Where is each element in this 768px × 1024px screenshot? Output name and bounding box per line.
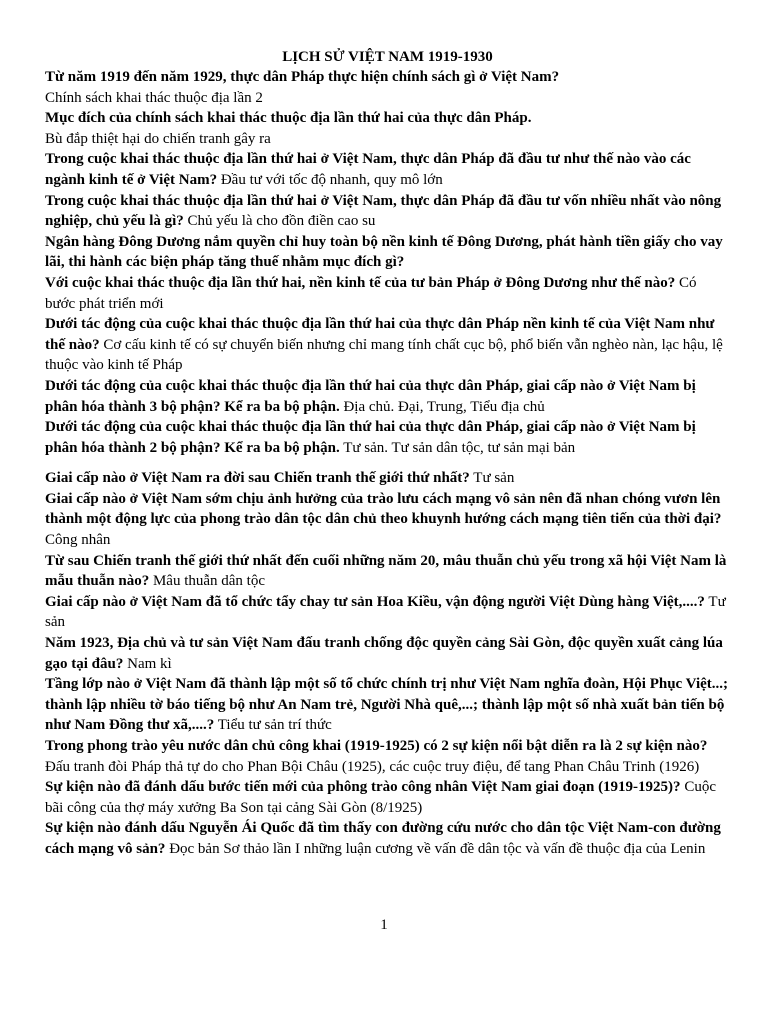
- question-text: Mục đích của chính sách khai thác thuộc địa lần thứ hai của thực dân Pháp.: [45, 110, 532, 127]
- answer-text: Tiểu tư sản trí thức: [217, 717, 332, 734]
- qa-item: [45, 232, 730, 273]
- question-text: Giai cấp nào ở Việt Nam ra đời sau Chiến tranh thế giới thứ nhất?: [45, 470, 470, 487]
- qa-item: [45, 777, 730, 818]
- question-text: Dưới tác động của cuộc khai thác thuộc địa lần thứ hai của thực dân Pháp, giai cấp nào ở Việt Nam bị phân hóa thành 3 bộ phận? Kể ra ba bộ phận.: [45, 377, 696, 415]
- answer-text: Tư sản: [473, 470, 515, 487]
- qa-item: [45, 417, 730, 458]
- qa-item: [45, 674, 730, 736]
- question-text: Sự kiện nào đánh dấu Nguyễn Ái Quốc đã tìm thấy con đường cứu nước cho dân tộc Việt Nam-con đường cách mạng vô sản?: [45, 820, 721, 857]
- question-text: Với cuộc khai thác thuộc địa lần thứ hai, nền kinh tế của tư bản Pháp ở Đông Dương như thế nào?: [45, 274, 676, 291]
- answer-text: Tư sản. Tư sản dân tộc, tư sản mại bản: [343, 439, 576, 456]
- question-text: Trong cuộc khai thác thuộc địa lần thứ hai ở Việt Nam, thực dân Pháp đã đầu tư vốn nhiều nhất vào nông nghiệp, chủ yếu là gì?: [45, 192, 722, 230]
- answer-text: Cơ cấu kinh tế có sự chuyển biến nhưng chỉ mang tính chất cục bộ, phổ biến vẫn nghèo nàn, lạc hậu, lệ thuộc vào kinh tế Pháp: [45, 336, 723, 374]
- answer-text: Bù đắp thiệt hại do chiến tranh gây ra: [45, 130, 271, 147]
- answer-text: Nam kì: [127, 655, 172, 672]
- question-text: Sự kiện nào đã đánh dấu bước tiến mới của phông trào công nhân Việt Nam giai đoạn (1919-1925)?: [45, 779, 681, 796]
- question-text: Giai cấp nào ở Việt Nam sớm chịu ảnh hưởng của trào lưu cách mạng vô sản nên đã nhan chóng vươn lên thành một động lực của phong trào dân tộc dân chủ theo khuynh hướng cách mạng tiên tiến của thời đại?: [45, 490, 722, 528]
- answer-text: Đọc bản Sơ thảo lần I những luận cương về vấn đề dân tộc và vấn đề thuộc địa của Lenin: [169, 840, 706, 857]
- qa-item: [45, 736, 730, 777]
- qa-item: [45, 468, 730, 489]
- page-number: 1: [380, 917, 388, 933]
- answer-text: Mâu thuẫn dân tộc: [152, 573, 266, 590]
- qa-item: [45, 149, 730, 190]
- qa-item: [45, 551, 730, 592]
- question-text: Trong phong trào yêu nước dân chủ công khai (1919-1925) có 2 sự kiện nổi bật diễn ra là 2 sự kiện nào?: [45, 738, 708, 754]
- answer-text: Đấu tranh đòi Pháp thả tự do cho Phan Bội Châu (1925), các cuộc truy điệu, để tang Phan Châu Trinh (1926): [45, 758, 700, 775]
- question-text: Ngân hàng Đông Dương nắm quyền chỉ huy toàn bộ nền kinh tế Đông Dương, phát hành tiền giấy cho vay lãi, thi hành các biện pháp tăng thuế nhằm mục đích gì?: [45, 233, 723, 271]
- question-text: Dưới tác động của cuộc khai thác thuộc địa lần thứ hai của thực dân Pháp, giai cấp nào ở Việt Nam bị phân hóa thành 2 bộ phận? Kể ra ba bộ phận.: [45, 419, 696, 456]
- question-text: Dưới tác động của cuộc khai thác thuộc địa lần thứ hai của thực dân Pháp nền kinh tế của Việt Nam như thế nào?: [45, 316, 715, 353]
- qa-item: [45, 314, 730, 376]
- question-text: Năm 1923, Địa chủ và tư sản Việt Nam đấu tranh chống độc quyền cảng Sài Gòn, độc quyền xuất cảng lúa gạo tại đâu?: [45, 635, 723, 672]
- question-text: Từ sau Chiến tranh thế giới thứ nhất đến cuối những năm 20, mâu thuẫn chủ yếu trong xã hội Việt Nam là mẫu thuẫn nào?: [45, 552, 727, 590]
- page-title: LỊCH SỬ VIỆT NAM 1919-1930: [282, 49, 493, 65]
- answer-text: Đầu tư với tốc độ nhanh, quy mô lớn: [220, 171, 443, 188]
- question-text: Giai cấp nào ở Việt Nam đã tổ chức tẩy chay tư sản Hoa Kiều, vận động người Việt Dùng hàng Việt,....?: [45, 593, 705, 610]
- qa-item: [45, 818, 730, 859]
- question-text: Tầng lớp nào ở Việt Nam đã thành lập một số tổ chức chính trị như Việt Nam nghĩa đoàn, Hội Phục Việt...; thành lập nhiều tờ báo tiếng bộ như An Nam trẻ, Người Nhà quê,...; thành lập một số nhà xuất bản tiến bộ như Nam Đồng thư xã,....?: [45, 676, 729, 734]
- question-text: Trong cuộc khai thác thuộc địa lần thứ hai ở Việt Nam, thực dân Pháp đã đầu tư như thế nào vào các ngành kinh tế ở Việt Nam?: [45, 151, 691, 188]
- answer-text: Chủ yếu là cho đồn điền cao su: [187, 213, 376, 230]
- answer-text: Tư sản: [45, 593, 726, 631]
- qa-item: [45, 273, 730, 314]
- qa-item: [45, 592, 730, 633]
- qa-list: [45, 67, 730, 860]
- qa-item: [45, 191, 730, 232]
- qa-item: [45, 67, 730, 108]
- answer-text: Cuộc bãi công của thợ máy xưởng Ba Son tại cảng Sài Gòn (8/1925): [45, 779, 716, 816]
- question-text: Từ năm 1919 đến năm 1929, thực dân Pháp thực hiện chính sách gì ở Việt Nam?: [45, 69, 560, 85]
- qa-item: [45, 633, 730, 674]
- qa-item: [45, 489, 730, 551]
- answer-text: Có bước phát triển mới: [45, 274, 697, 312]
- qa-item: [45, 108, 730, 149]
- answer-text: Địa chủ. Đại, Trung, Tiểu địa chủ: [343, 398, 545, 415]
- answer-text: Chính sách khai thác thuộc địa lần 2: [45, 89, 263, 106]
- answer-text: Công nhân: [45, 532, 111, 549]
- qa-item: [45, 376, 730, 417]
